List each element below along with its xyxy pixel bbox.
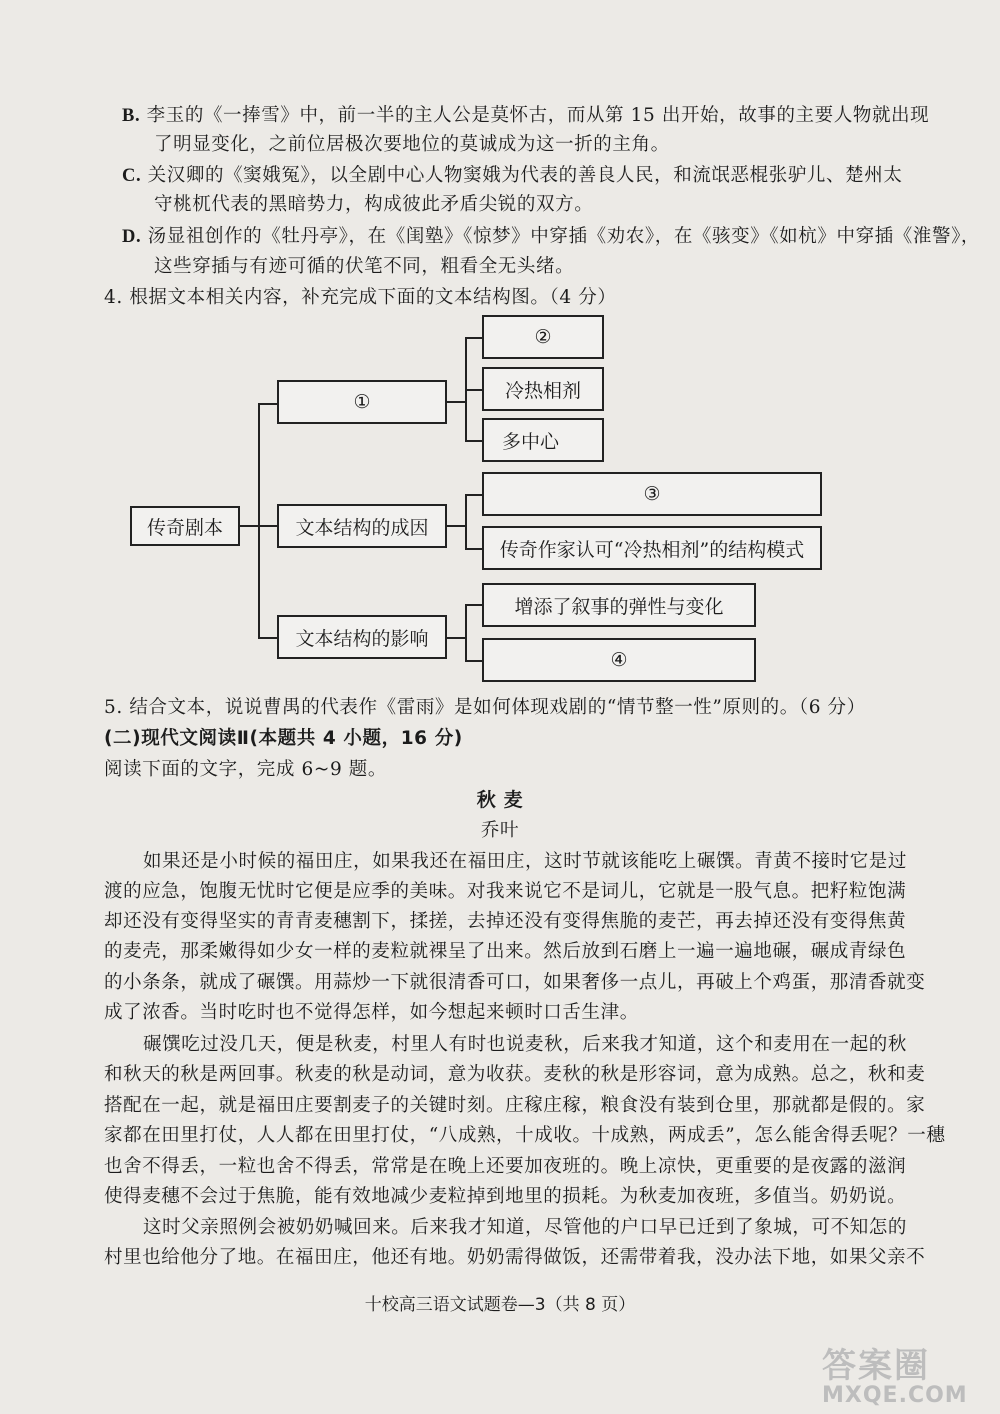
b1-child-3: 多中心 (482, 418, 604, 462)
b2-trunk (465, 494, 467, 550)
b1-child-2: 冷热相剂 (482, 367, 604, 411)
root-box: 传奇剧本 (130, 506, 240, 546)
article-line-10: 家都在田里打仗，人人都在田里打仗，“八成熟，十成收。十成熟，两成丢”，怎么能舍得丢呢？一穗 (104, 1125, 946, 1146)
article-line-9: 搭配在一起，就是福田庄要割麦子的关键时刻。庄稼庄稼，粮食没有装到仓里，那就都是假的。家 (104, 1095, 926, 1116)
b2-branch-a (465, 494, 483, 496)
section-heading: (二)现代文阅读Ⅱ(本题共 4 小题，16 分) (104, 728, 463, 749)
option-c-label: C. (122, 166, 142, 186)
branch-2-box: 文本结构的成因 (277, 504, 447, 548)
root-branch-1 (258, 403, 278, 405)
b2-branch-b (465, 548, 483, 550)
article-line-12: 使得麦穗不会过于焦脆，能有效地减少麦粒掉到地里的损耗。为秋麦加夜班，多值当。奶奶说。 (104, 1186, 907, 1207)
b3-child-2: ④ (482, 638, 756, 682)
article-line-3: 却还没有变得坚实的青青麦穗割下，揉搓，去掉还没有变得焦脆的麦芒，再去掉还没有变得焦黄 (104, 911, 907, 932)
article-line-7: 碾馔吃过没几天，便是秋麦，村里人有时也说麦秋，后来我才知道，这个和麦用在一起的秋 (143, 1034, 908, 1055)
b2-connector (447, 525, 465, 527)
option-b-label: B. (122, 106, 141, 126)
b1-connector (447, 401, 465, 403)
b1-branch-a (465, 337, 483, 339)
option-d-line-1 (122, 222, 980, 248)
option-c-line-2: 守桃杌代表的黑暗势力，构成彼此矛盾尖锐的双方。 (154, 194, 594, 215)
watermark-logo (822, 1338, 992, 1408)
root-trunk (258, 403, 260, 639)
b1-child-1: ② (482, 315, 604, 359)
option-b-line-2: 了明显变化，之前位居极次要地位的莫诚成为这一折的主角。 (154, 134, 670, 155)
article-line-8: 和秋天的秋是两回事。秋麦的秋是动词，意为收获。麦秋的秋是形容词，意为成熟。总之，秋和麦 (104, 1064, 926, 1085)
article-author: 乔叶 (480, 820, 520, 841)
question-4: 4. 根据文本相关内容，补充完成下面的文本结构图。（4 分） (104, 287, 617, 308)
watermark-bottom-text: MXQE.COM (822, 1383, 968, 1408)
b2-child-1: ③ (482, 472, 822, 516)
option-d-text-1: 汤显祖创作的《牡丹亭》，在《闺塾》《惊梦》中穿插《劝农》，在《骇变》《如杭》中穿插《淮警》， (147, 226, 981, 247)
b3-child-1: 增添了叙事的弹性与变化 (482, 583, 756, 627)
b3-branch-a (465, 604, 483, 606)
watermark-top-text: 答案圈 (822, 1346, 930, 1386)
question-5: 5. 结合文本，说说曹禺的代表作《雷雨》是如何体现戏剧的“情节整一性”原则的。（6 分） (104, 697, 866, 718)
article-line-14: 村里也给他分了地。在福田庄，他还有地。奶奶需得做饭，还需带着我，没办法下地，如果父亲不 (104, 1247, 926, 1268)
option-b-line-1 (122, 101, 929, 127)
b1-branch-c (465, 440, 483, 442)
option-b-text-1: 李玉的《一捧雪》中，前一半的主人公是莫怀古，而从第 15 出开始，故事的主要人物就出现 (146, 105, 930, 126)
article-title: 秋 麦 (476, 789, 524, 811)
article-line-1: 如果还是小时候的福田庄，如果我还在福田庄，这时节就该能吃上碾馔。青黄不接时它是过 (143, 851, 908, 872)
article-line-13: 这时父亲照例会被奶奶喊回来。后来我才知道，尽管他的户口早已迁到了象城，可不知怎的 (143, 1217, 908, 1238)
article-line-5: 的小条条，就成了碾馔。用蒜炒一下就很清香可口，如果奢侈一点儿，再破上个鸡蛋，那清香就变 (104, 972, 926, 993)
option-c-text-1: 关汉卿的《窦娥冤》，以全剧中心人物窦娥为代表的善良人民，和流氓恶棍张驴儿、楚州太 (147, 165, 903, 186)
b1-branch-b (465, 389, 483, 391)
option-d-line-2: 这些穿插与有迹可循的伏笔不同，粗看全无头绪。 (154, 256, 575, 277)
article-line-4: 的麦壳，那柔嫩得如少女一样的麦粒就裸呈了出来。然后放到石磨上一遍一遍地碾，碾成青绿色 (104, 941, 907, 962)
b2-child-2: 传奇作家认可“冷热相剂”的结构模式 (482, 526, 822, 570)
article-line-2: 渡的应急，饱腹无忧时它便是应季的美味。对我来说它不是词儿，它就是一股气息。把籽粒饱满 (104, 881, 907, 902)
branch-3-box: 文本结构的影响 (277, 615, 447, 659)
article-line-11: 也舍不得丢，一粒也舍不得丢，常常是在晚上还要加夜班的。晚上凉快，更重要的是夜露的滋润 (104, 1156, 907, 1177)
option-c-line-1 (122, 161, 902, 187)
b3-connector (447, 637, 465, 639)
page-footer: 十校高三语文试题卷—3（共 8 页） (364, 1295, 636, 1315)
option-d-label: D. (122, 227, 142, 247)
article-line-6: 成了浓香。当时吃时也不觉得怎样，如今想起来顿时口舌生津。 (104, 1002, 639, 1023)
b3-trunk (465, 604, 467, 662)
b3-branch-b (465, 660, 483, 662)
reading-instruction: 阅读下面的文字，完成 6~9 题。 (104, 759, 388, 780)
root-branch-3 (258, 637, 278, 639)
branch-1-box: ① (277, 380, 447, 424)
